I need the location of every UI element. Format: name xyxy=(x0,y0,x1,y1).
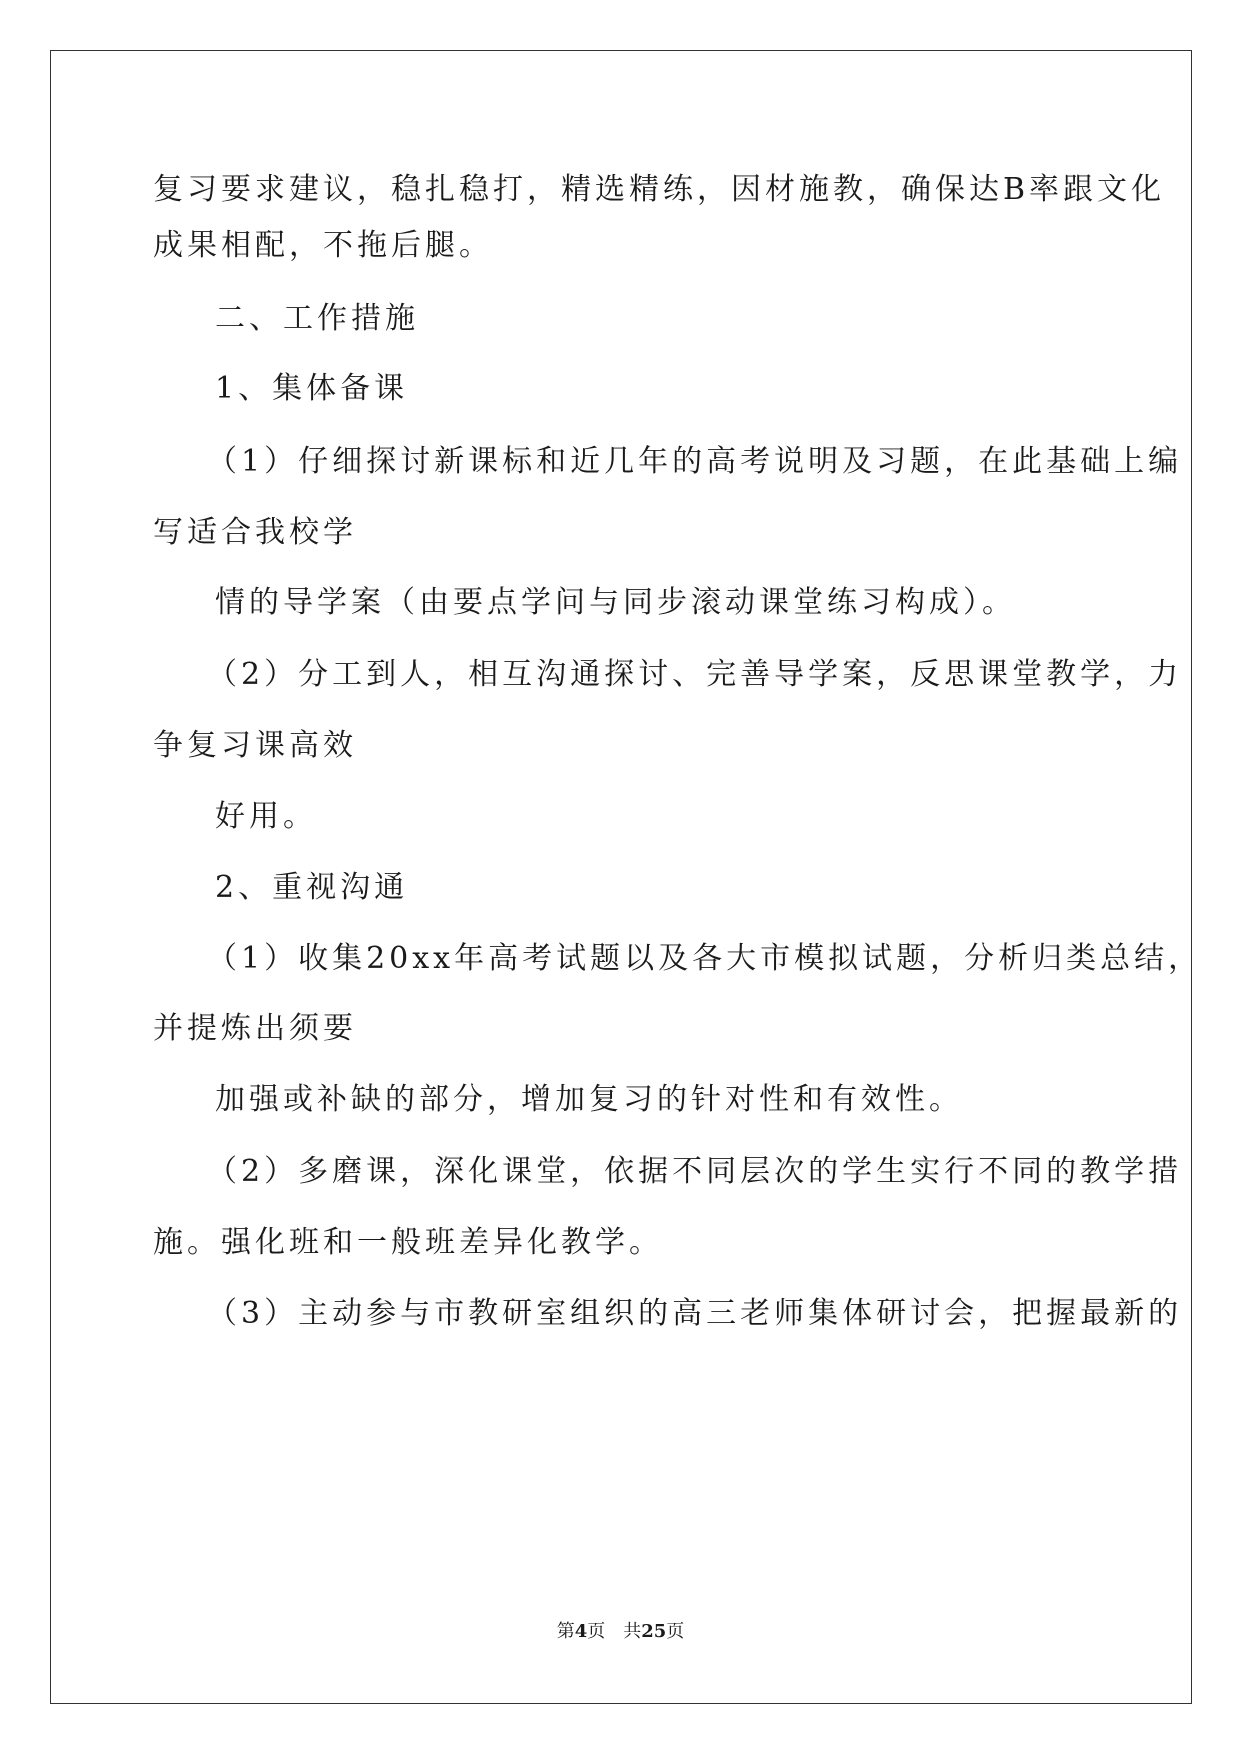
text-line: 情的导学案（由要点学问与同步滚动课堂练习构成）。 xyxy=(215,585,1016,620)
page-footer xyxy=(0,1620,1241,1644)
page-prefix: 第 xyxy=(556,1621,575,1642)
text-line: （2）分工到人，相互沟通探讨、完善导学案，反思课堂教学，力 xyxy=(207,657,1183,692)
page-number: 4 xyxy=(574,1621,588,1642)
text-line: 施。强化班和一般班差异化教学。 xyxy=(153,1225,663,1260)
text-line: （2）多磨课，深化课堂，依据不同层次的学生实行不同的教学措 xyxy=(207,1154,1183,1189)
subsection-heading: 2、重视沟通 xyxy=(215,870,409,905)
total-suffix: 页 xyxy=(666,1621,685,1642)
total-prefix: 共 xyxy=(623,1621,642,1642)
text-line: 加强或补缺的部分，增加复习的针对性和有效性。 xyxy=(215,1082,963,1117)
text-line: 争复习课高效 xyxy=(153,728,357,763)
text-line: 成果相配，不拖后腿。 xyxy=(153,228,493,263)
text-line: 复习要求建议，稳扎稳打，精选精练，因材施教，确保达B率跟文化 xyxy=(153,172,1166,207)
text-line: （1）仔细探讨新课标和近几年的高考说明及习题，在此基础上编 xyxy=(207,444,1183,479)
text-line: 并提炼出须要 xyxy=(153,1011,357,1046)
text-line: 好用。 xyxy=(215,799,317,834)
text-line: （3）主动参与市教研室组织的高三老师集体研讨会，把握最新的 xyxy=(207,1296,1183,1331)
total-pages: 25 xyxy=(641,1621,667,1642)
text-line: （1）收集20xx年高考试题以及各大市模拟试题，分析归类总结， xyxy=(207,941,1203,976)
section-heading: 二、工作措施 xyxy=(215,301,419,336)
text-line: 写适合我校学 xyxy=(153,515,357,550)
subsection-heading: 1、集体备课 xyxy=(215,371,409,406)
page-suffix: 页 xyxy=(587,1621,606,1642)
